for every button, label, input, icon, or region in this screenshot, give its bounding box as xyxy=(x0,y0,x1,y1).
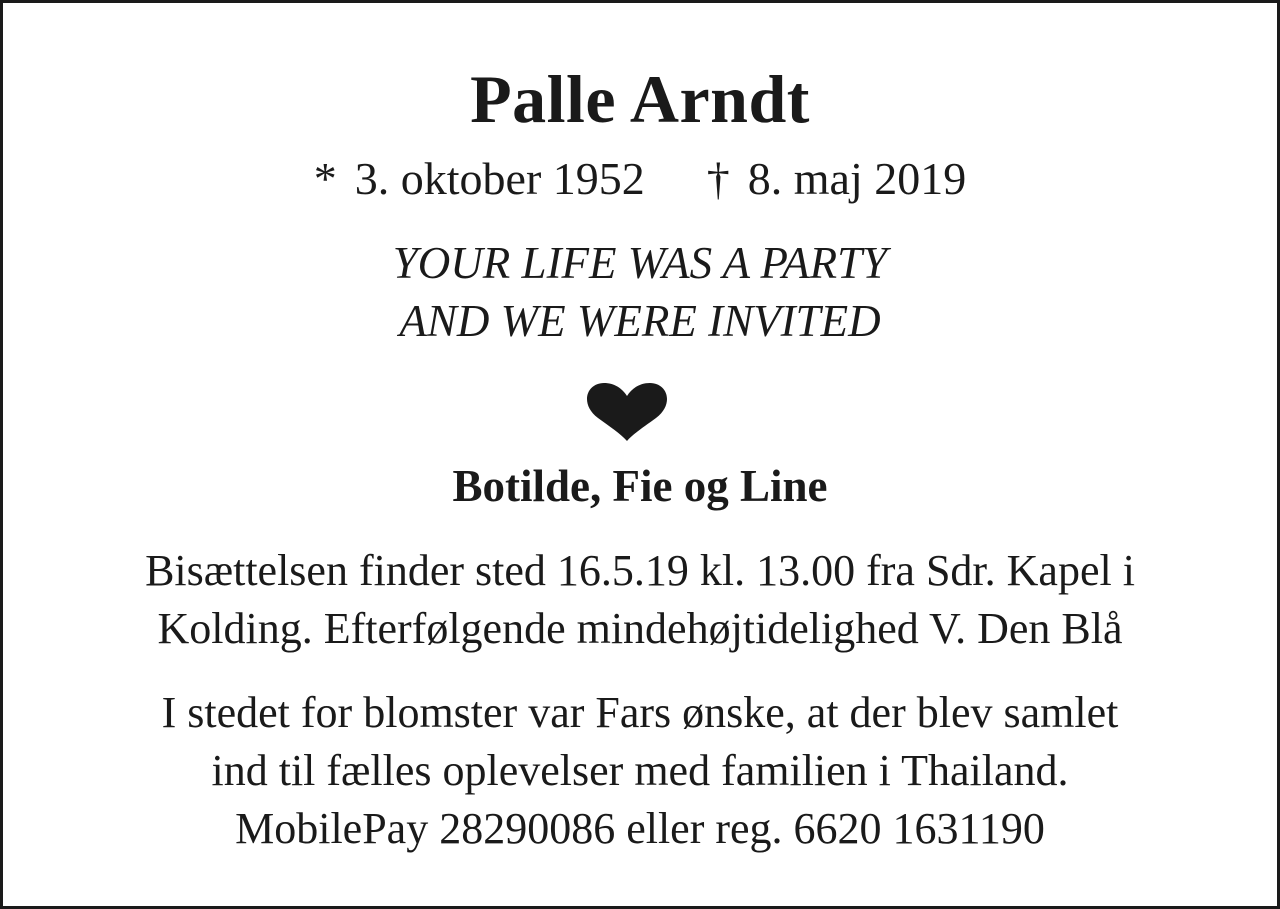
heart-icon xyxy=(587,383,667,443)
life-dates xyxy=(3,151,1277,207)
death-symbol: † xyxy=(706,153,730,204)
death-date: 8. maj 2019 xyxy=(747,153,967,204)
donation-info-line: ind til fælles oplevelser med familien i Thailand. xyxy=(211,746,1069,795)
birth-date: 3. oktober 1952 xyxy=(354,153,645,204)
funeral-info-line: Kolding. Efterfølgende mindehøjtidelighed V. Den Blå xyxy=(157,604,1123,653)
quote-line: YOUR LIFE WAS A PARTY xyxy=(392,238,888,288)
quote-line: AND WE WERE INVITED xyxy=(399,296,881,346)
birth-symbol: * xyxy=(313,153,337,204)
signers: Botilde, Fie og Line xyxy=(452,461,828,511)
donation-info-line: I stedet for blomster var Fars ønske, at der blev samlet xyxy=(161,688,1119,737)
deceased-name: Palle Arndt xyxy=(470,61,810,137)
funeral-info-line: Bisættelsen finder sted 16.5.19 kl. 13.00 fra Sdr. Kapel i xyxy=(145,546,1135,595)
donation-info-line: MobilePay 28290086 eller reg. 6620 1631190 xyxy=(235,804,1045,853)
